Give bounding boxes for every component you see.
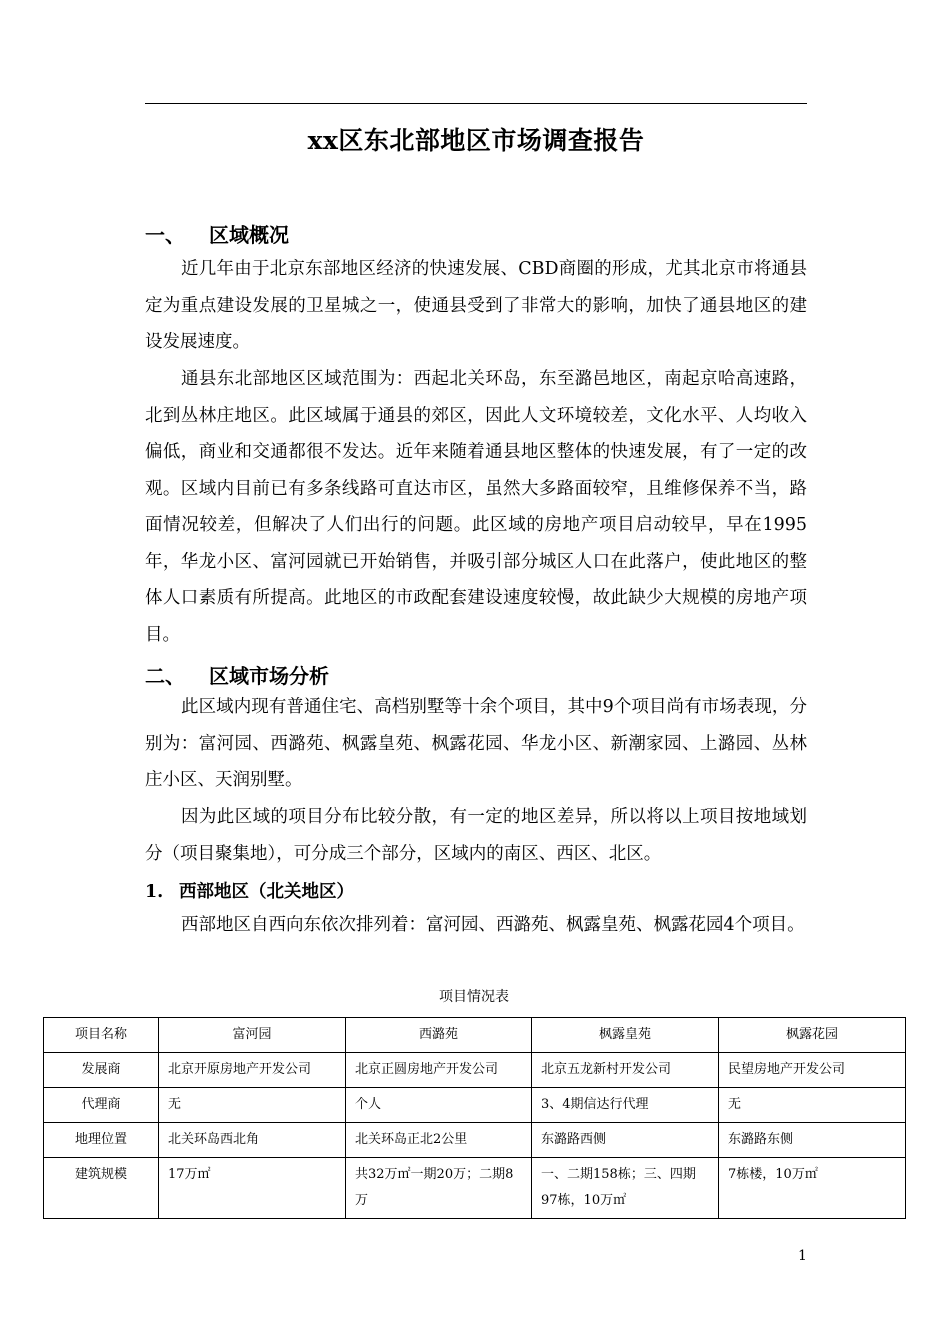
table-row [44,1088,906,1123]
section-2-paragraph-2: 因为此区域的项目分布比较分散，有一定的地区差异，所以将以上项目按地域划分（项目聚集地），可分成三个部分，区域内的南区、西区、北区。 [145,807,807,864]
page-number: 1 [798,1248,807,1264]
table-caption: 项目情况表 [439,989,509,1005]
table-row-label: 建筑规模 [44,1158,159,1219]
table-cell: 一、二期158栋；三、四期97栋，10万㎡ [532,1158,719,1219]
table-header-cell: 西潞苑 [346,1018,532,1053]
document-title: xx区东北部地区市场调查报告 [307,126,645,155]
table-cell: 个人 [346,1088,532,1123]
table-row-label: 代理商 [44,1088,159,1123]
table-cell: 北京五龙新村开发公司 [532,1053,719,1088]
table-header-row [44,1018,906,1053]
subsection-1-title: 西部地区（北关地区） [179,882,354,902]
section-1-title: 区域概况 [209,223,289,247]
section-1-paragraph-1: 近几年由于北京东部地区经济的快速发展、CBD商圈的形成，尤其北京市将通县定为重点建设发展的卫星城之一，使通县受到了非常大的影响，加快了通县地区的建设发展速度。 [145,259,807,352]
table-row-label: 发展商 [44,1053,159,1088]
table-row [44,1123,906,1158]
table-row-label: 地理位置 [44,1123,159,1158]
section-2-number: 二、 [145,664,185,688]
section-1-number: 一、 [145,223,185,247]
table-header-cell: 枫露皇苑 [532,1018,719,1053]
table-cell: 无 [719,1088,906,1123]
table-cell: 共32万㎡一期20万；二期8万 [346,1158,532,1219]
project-table [43,1017,906,1219]
table-cell: 北京开原房地产开发公司 [159,1053,346,1088]
table-cell: 东潞路东侧 [719,1123,906,1158]
table-row [44,1158,906,1219]
table-cell: 北关环岛西北角 [159,1123,346,1158]
table-cell: 民望房地产开发公司 [719,1053,906,1088]
table-cell: 东潞路西侧 [532,1123,719,1158]
table-header-cell: 富河园 [159,1018,346,1053]
table-cell: 无 [159,1088,346,1123]
table-row [44,1053,906,1088]
section-2-paragraph-1: 此区域内现有普通住宅、高档别墅等十余个项目，其中9个项目尚有市场表现，分别为：富河园、西潞苑、枫露皇苑、枫露花园、华龙小区、新潮家园、上潞园、丛林庄小区、天润别墅。 [145,697,807,790]
subsection-1-heading [145,878,354,903]
table-header-cell: 枫露花园 [719,1018,906,1053]
table-cell: 北关环岛正北2公里 [346,1123,532,1158]
table-cell: 17万㎡ [159,1158,346,1219]
header-rule [145,103,807,104]
table-cell: 7栋楼，10万㎡ [719,1158,906,1219]
table-cell: 北京正圆房地产开发公司 [346,1053,532,1088]
section-1-paragraph-2: 通县东北部地区区域范围为：西起北关环岛，东至潞邑地区，南起京哈高速路，北到丛林庄地区。此区域属于通县的郊区，因此人文环境较差，文化水平、人均收入偏低，商业和交通都很不发达。近年来随着通县地区整体的快速发展，有了一定的改观。区域内目前已有多条线路可直达市区，虽然大多路面较窄，且维修保养不当，路面情况较差，但解决了人们出行的问题。此区域的房地产项目启动较早，早在1995年，华龙小区、富河园就已开始销售，并吸引部分城区人口在此落户，使此地区的整体人口素质有所提高。此地区的市政配套建设速度较慢，故此缺少大规模的房地产项目。 [145,369,807,645]
section-2-heading [145,660,329,689]
section-1-heading [145,219,289,248]
subsection-1-paragraph: 西部地区自西向东依次排列着：富河园、西潞苑、枫露皇苑、枫露花园4个项目。 [181,915,805,935]
subsection-1-number: 1. [145,882,164,902]
table-header-cell: 项目名称 [44,1018,159,1053]
section-2-title: 区域市场分析 [209,664,329,688]
table-cell: 3、4期信达行代理 [532,1088,719,1123]
